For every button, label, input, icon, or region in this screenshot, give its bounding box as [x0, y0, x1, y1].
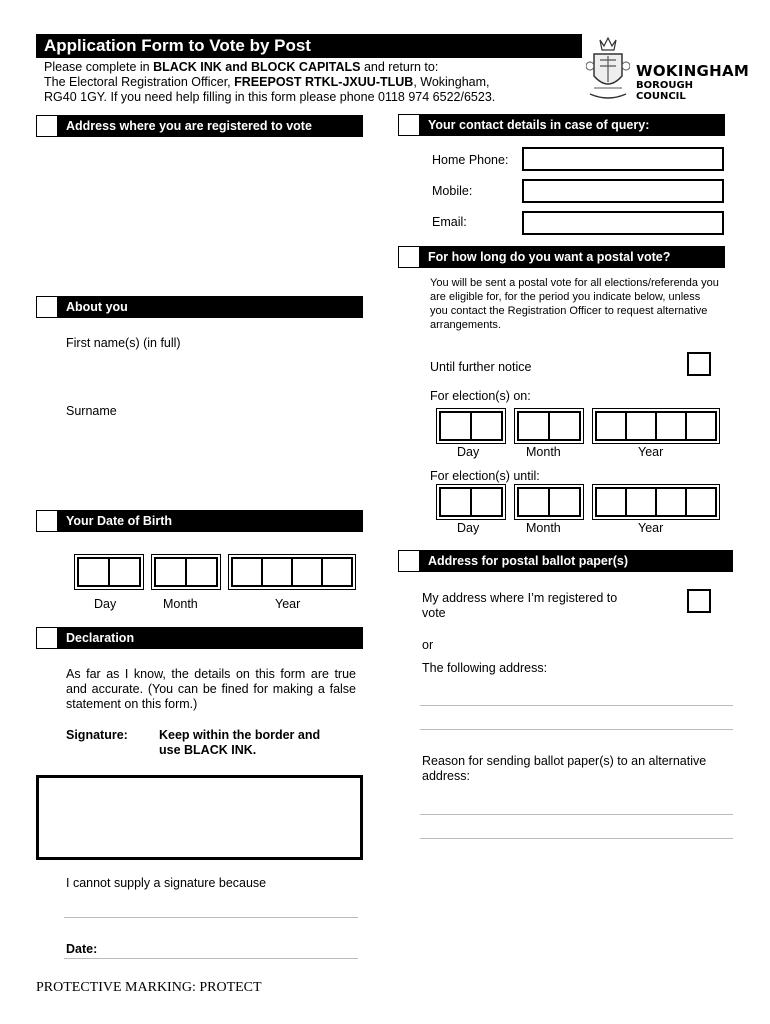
dob-day-group[interactable] — [74, 554, 144, 590]
elections-until-month-label: Month — [526, 521, 561, 535]
signature-note: Keep within the border and use BLACK INK. — [159, 728, 321, 757]
reason-label: Reason for sending ballot paper(s) to an alternative address: — [422, 754, 707, 783]
section-title: Your contact details in case of query: — [420, 114, 725, 136]
section-date-of-birth — [36, 510, 363, 532]
registered-address-checkbox[interactable] — [687, 589, 711, 613]
email-label: Email: — [432, 215, 467, 229]
digit-cell[interactable] — [233, 559, 263, 585]
section-registered-address — [36, 115, 363, 137]
section-contact-details — [398, 114, 725, 136]
form-title: Application Form to Vote by Post — [36, 34, 582, 58]
following-address-line-1[interactable] — [420, 705, 733, 706]
crest-icon — [586, 36, 630, 104]
mobile-input[interactable] — [522, 179, 724, 203]
section-checkbox[interactable] — [398, 114, 420, 136]
digit-cell[interactable] — [550, 489, 579, 515]
digit-cell[interactable] — [472, 413, 501, 439]
until-further-notice-checkbox[interactable] — [687, 352, 711, 376]
declaration-text: As far as I know, the details on this form are true and accurate. (You can be fined for making a false statement on this form.) — [66, 667, 356, 711]
digit-cell[interactable] — [263, 559, 293, 585]
digit-cell[interactable] — [687, 489, 715, 515]
digit-cell[interactable] — [472, 489, 501, 515]
digit-cell[interactable] — [657, 489, 687, 515]
section-title: About you — [58, 296, 363, 318]
digit-cell[interactable] — [187, 559, 216, 585]
elections-until-day[interactable] — [436, 484, 506, 520]
dob-month-label: Month — [163, 597, 198, 611]
elections-on-label: For election(s) on: — [430, 389, 531, 403]
section-checkbox[interactable] — [36, 115, 58, 137]
digit-cell[interactable] — [627, 413, 657, 439]
elections-on-day-label: Day — [457, 445, 480, 459]
digit-cell[interactable] — [519, 413, 550, 439]
email-input[interactable] — [522, 211, 724, 235]
elections-until-month[interactable] — [514, 484, 584, 520]
duration-text: You will be sent a postal vote for all elections/referenda you are eligible for, for the period you indicate below, unless you contact the Registration Officer to request alternative arrangements. — [430, 277, 719, 331]
section-checkbox[interactable] — [36, 510, 58, 532]
elections-until-year-label: Year — [638, 521, 664, 535]
digit-cell[interactable] — [597, 413, 627, 439]
digit-cell[interactable] — [156, 559, 187, 585]
section-checkbox[interactable] — [36, 627, 58, 649]
digit-cell[interactable] — [550, 413, 579, 439]
elections-until-label: For election(s) until: — [430, 469, 540, 483]
elections-on-year[interactable] — [592, 408, 720, 444]
dob-year-group[interactable] — [228, 554, 356, 590]
section-checkbox[interactable] — [36, 296, 58, 318]
digit-cell[interactable] — [293, 559, 323, 585]
cannot-sign-line[interactable] — [64, 917, 358, 918]
elections-until-year[interactable] — [592, 484, 720, 520]
elections-on-day[interactable] — [436, 408, 506, 444]
home-phone-input[interactable] — [522, 147, 724, 171]
section-title: Address where you are registered to vote — [58, 115, 363, 137]
elections-until-day-label: Day — [457, 521, 480, 535]
elections-on-month-label: Month — [526, 445, 561, 459]
digit-cell[interactable] — [441, 489, 472, 515]
or-label: or — [422, 638, 434, 652]
council-logo — [586, 36, 750, 106]
surname-label: Surname — [66, 404, 117, 418]
digit-cell[interactable] — [79, 559, 110, 585]
first-names-input[interactable] — [66, 352, 361, 398]
digit-cell[interactable] — [597, 489, 627, 515]
digit-cell[interactable] — [323, 559, 351, 585]
digit-cell[interactable] — [627, 489, 657, 515]
digit-cell[interactable] — [687, 413, 715, 439]
mobile-label: Mobile: — [432, 184, 473, 198]
elections-on-year-label: Year — [638, 445, 664, 459]
section-declaration — [36, 627, 363, 649]
section-title: Address for postal ballot paper(s) — [420, 550, 733, 572]
registered-address-option: My address where I’m registered to vote — [422, 591, 618, 620]
signature-box[interactable] — [36, 775, 363, 860]
reason-line-2[interactable] — [420, 838, 733, 839]
section-title: For how long do you want a postal vote? — [420, 246, 725, 268]
section-title: Your Date of Birth — [58, 510, 363, 532]
date-line[interactable] — [64, 958, 358, 959]
section-checkbox[interactable] — [398, 550, 420, 572]
section-ballot-address — [398, 550, 733, 572]
council-name-line2: BOROUGH COUNCIL — [636, 80, 694, 102]
section-about-you — [36, 296, 363, 318]
registered-address-area[interactable] — [60, 140, 360, 290]
dob-month-group[interactable] — [151, 554, 221, 590]
digit-cell[interactable] — [441, 413, 472, 439]
date-label: Date: — [66, 942, 98, 956]
section-postal-vote-duration — [398, 246, 725, 268]
dob-year-label: Year — [275, 597, 301, 611]
reason-line-1[interactable] — [420, 814, 733, 815]
protective-marking: PROTECTIVE MARKING: PROTECT — [36, 980, 262, 995]
section-title: Declaration — [58, 627, 363, 649]
following-address-line-2[interactable] — [420, 729, 733, 730]
digit-cell[interactable] — [657, 413, 687, 439]
council-name-line1: WOKINGHAM — [636, 62, 750, 80]
surname-input[interactable] — [66, 420, 361, 500]
dob-day-label: Day — [94, 597, 117, 611]
cannot-sign-label: I cannot supply a signature because — [66, 876, 267, 890]
elections-on-month[interactable] — [514, 408, 584, 444]
following-address-label: The following address: — [422, 661, 548, 675]
section-checkbox[interactable] — [398, 246, 420, 268]
until-further-notice-label: Until further notice — [430, 360, 532, 374]
home-phone-label: Home Phone: — [432, 153, 509, 167]
digit-cell[interactable] — [519, 489, 550, 515]
digit-cell[interactable] — [110, 559, 139, 585]
signature-label: Signature: — [66, 728, 128, 742]
intro-text: Please complete in BLACK INK and BLOCK CAPITALS and return to: The Electoral Registration Officer, FREEPOST RTKL-JXUU-TLUB, Wokingham, RG40 1GY. If you need help filling in this form please phone 0118 974 6522/6523. — [44, 60, 496, 104]
first-names-label: First name(s) (in full) — [66, 336, 181, 350]
